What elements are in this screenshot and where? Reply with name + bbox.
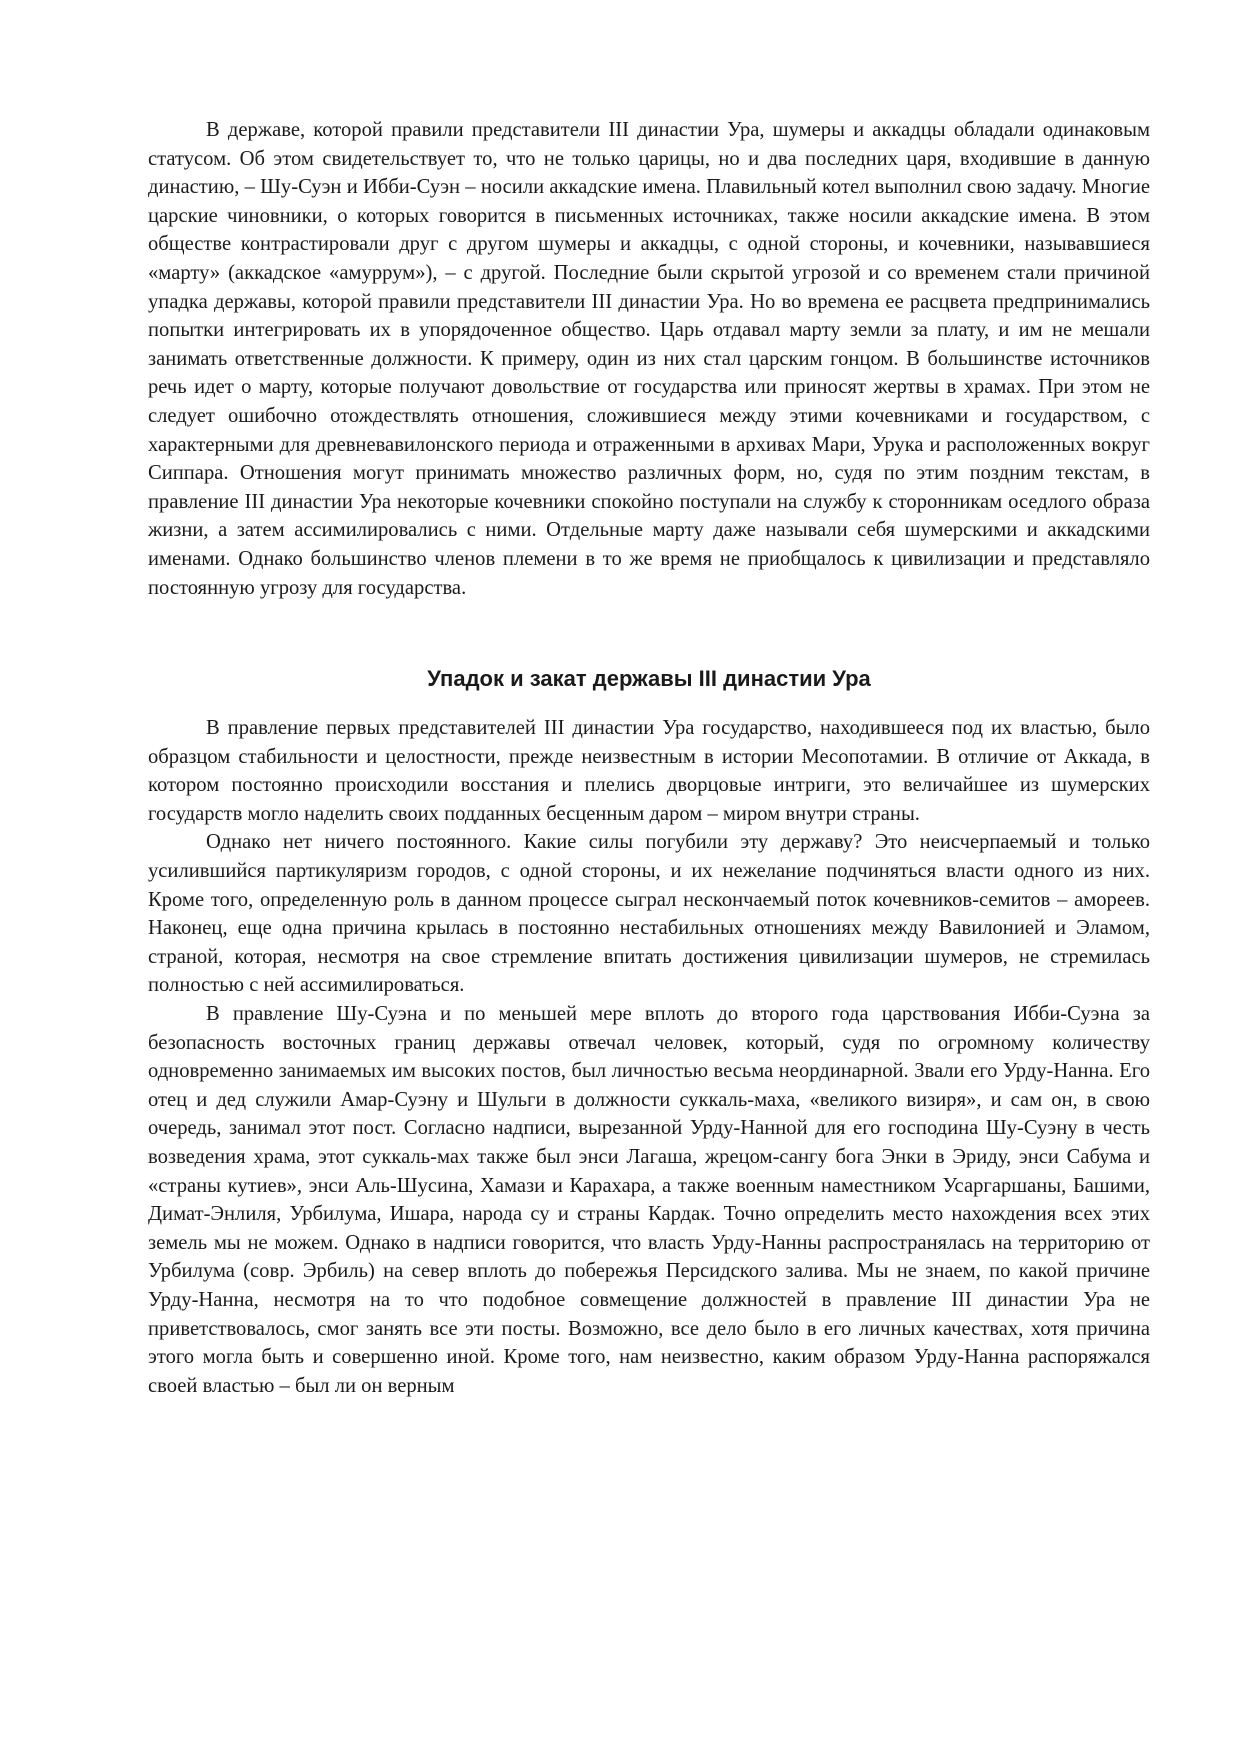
body-paragraph: В правление Шу-Суэна и по меньшей мере вплоть до второго года царствования Ибби-Суэна за безопасность восточных границ державы отвечал человек, который, судя по огромному количеству одновременно занимаемых им высоких постов, был личностью весьма неординарной. Звали его Урду-Нанна. Его отец и дед служили Амар-Суэну и Шульги в должности суккаль-маха, «великого визиря», и сам он, в свою очередь, занимал этот пост. Согласно надписи, вырезанной Урду-Нанной для его господина Шу-Суэну в честь возведения храма, этот суккаль-мах также был энси Лагаша, жрецом-сангу бога Энки в Эриду, энси Сабума и «страны кутиев», энси Аль-Шусина, Хамази и Карахара, а также военным наместником Усаргаршаны, Башими, Димат-Энлиля, Урбилума, Ишара, народа су и страны Кардак. Точно определить место нахождения всех этих земель мы не можем. Однако в надписи говорится, что власть Урду-Нанны распространялась на территорию от Урбилума (совр. Эрбиль) на север вплоть до побережья Персидского залива. Мы не знаем, по какой причине Урду-Нанна, несмотря на то что подобное совмещение должностей в правление III династии Ура не приветствовалось, смог занять все эти посты. Возможно, все дело было в его личных качествах, хотя причина этого могла быть и совершенно иной. Кроме того, нам неизвестно, каким образом Урду-Нанна распоряжался своей властью – был ли он верным bbox=[148, 1003, 1150, 1397]
body-paragraph: В державе, которой правили представители III династии Ура, шумеры и аккадцы обладали одинаковым статусом. Об этом свидетельствует то, что не только царицы, но и два последних царя, входившие в данную династию, – Шу-Суэн и Ибби-Суэн – носили аккадские имена. Плавильный котел выполнил свою задачу. Многие царские чиновники, о которых говорится в письменных источниках, также носили аккадские имена. В этом обществе контрастировали друг с другом шумеры и аккадцы, с одной стороны, и кочевники, называвшиеся «марту» (аккадское «амуррум»), – с другой. Последние были скрытой угрозой и со временем стали причиной упадка державы, которой правили представители III династии Ура. Но во времена ее расцвета предпринимались попытки интегрировать их в упорядоченное общество. Царь отдавал марту земли за плату, и им не мешали занимать ответственные должности. К примеру, один из них стал царским гонцом. В большинстве источников речь идет о марту, которые получают довольствие от государства или приносят жертвы в храмах. При этом не следует ошибочно отождествлять отношения, сложившиеся между этими кочевниками и государством, с характерными для древневавилонского периода и отраженными в архивах Мари, Урука и расположенных вокруг Сиппара. Отношения могут принимать множество различных форм, но, судя по этим поздним текстам, в правление III династии Ура некоторые кочевники спокойно поступали на службу к сторонникам оседлого образа жизни, а затем ассимилировались с ними. Отдельные марту даже называли себя шумерскими и аккадскими именами. Однако большинство членов племени в то же время не приобщалось к цивилизации и представляло постоянную угрозу для государства. bbox=[148, 119, 1150, 599]
document-page bbox=[148, 116, 1150, 1400]
section-heading: Упадок и закат державы III династии Ура bbox=[427, 666, 871, 692]
body-paragraph: В правление первых представителей III династии Ура государство, находившееся под их властью, было образцом стабильности и целостности, прежде неизвестным в истории Месопотамии. В отличие от Аккада, в котором постоянно происходили восстания и плелись дворцовые интриги, это величайшее из шумерских государств могло наделить своих подданных бесценным даром – миром внутри страны. bbox=[148, 717, 1150, 825]
body-paragraph: Однако нет ничего постоянного. Какие силы погубили эту державу? Это неисчерпаемый и только усилившийся партикуляризм городов, с одной стороны, и их нежелание подчиняться власти одного из них. Кроме того, определенную роль в данном процессе сыграл нескончаемый поток кочевников-семитов – амореев. Наконец, еще одна причина крылась в постоянно нестабильных отношениях между Вавилонией и Эламом, страной, которая, несмотря на свое стремление впитать достижения цивилизации шумеров, не стремилась полностью с ней ассимилироваться. bbox=[148, 831, 1150, 997]
